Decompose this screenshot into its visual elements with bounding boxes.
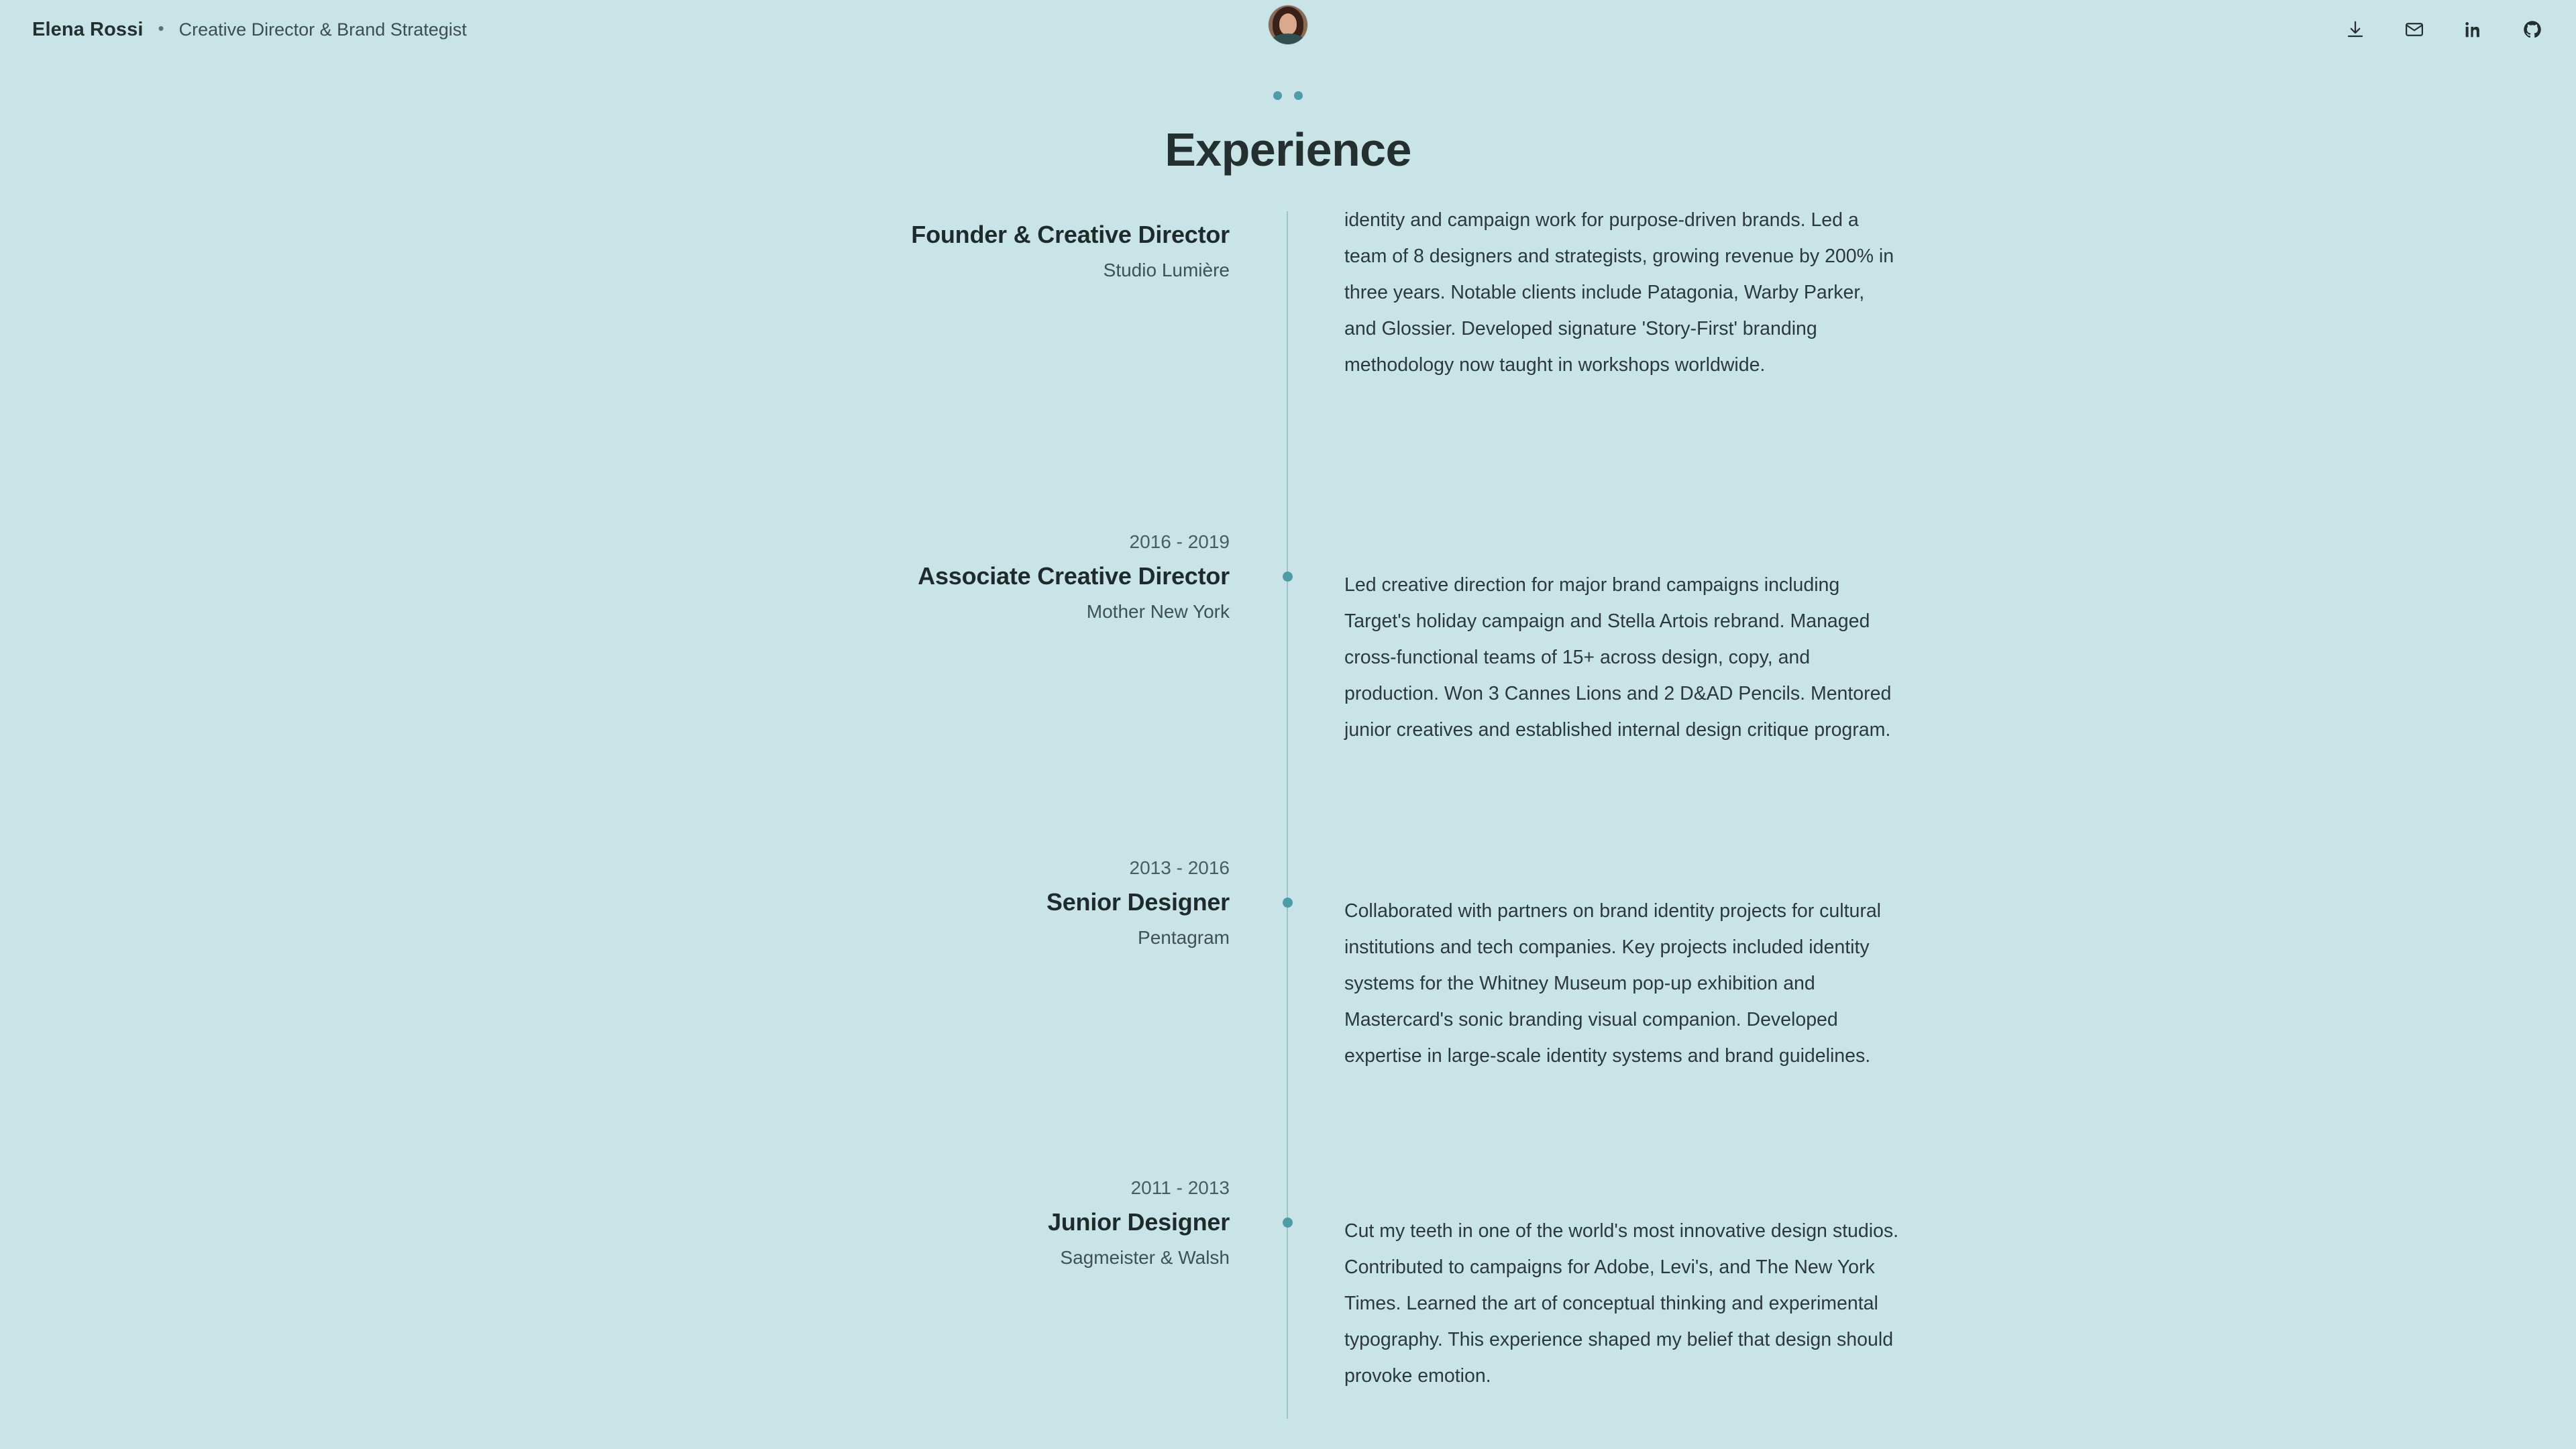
entry-meta [0, 531, 1230, 623]
entry-meta [0, 211, 1230, 281]
timeline-node [1283, 898, 1293, 908]
linkedin-icon[interactable] [2462, 18, 2485, 41]
dot-icon [1294, 91, 1303, 100]
entry-role: Junior Designer [1047, 1208, 1230, 1236]
entry-description: identity and campaign work for purpose-driven brands. Led a team of 8 designers and strategists, growing revenue by 200% in three years. Notable clients include Patagonia, Warby Parker, and Glossier. Developed signature 'Story-First' branding methodology now taught in workshops worldwide. [1344, 209, 1894, 376]
download-icon[interactable] [2344, 18, 2367, 41]
entry-role: Associate Creative Director [918, 562, 1230, 590]
github-icon[interactable] [2521, 18, 2544, 41]
entry-period: 2011 - 2013 [1130, 1177, 1230, 1198]
decorative-dots [0, 91, 2576, 100]
avatar [1269, 5, 1307, 44]
entry-meta [0, 857, 1230, 949]
avatar-face [1279, 13, 1297, 35]
entry-description: Cut my teeth in one of the world's most innovative design studios. Contributed to campaigns for Adobe, Levi's, and The New York Times. Learned the art of conceptual thinking and experimental typography. This experience shaped my belief that design should provoke emotion. [1344, 1220, 1899, 1387]
brand [32, 19, 467, 41]
dot-icon [1273, 91, 1282, 100]
top-bar-actions [2344, 18, 2544, 41]
entry-company: Mother New York [1086, 601, 1230, 622]
entry-company: Studio Lumière [1103, 260, 1230, 280]
experience-timeline [0, 211, 2576, 1385]
section-header [0, 91, 2576, 176]
timeline-node [1283, 1218, 1293, 1228]
top-bar [0, 0, 2576, 59]
avatar-image [1269, 5, 1307, 44]
entry-meta [0, 1177, 1230, 1269]
person-role: Creative Director & Brand Strategist [178, 19, 467, 40]
entry-description: Led creative direction for major brand campaigns including Target's holiday campaign and Stella Artois rebrand. Managed cross-functional teams of 15+ across design, copy, and production. Won 3 Cannes Lions and 2 D&AD Pencils. Mentored junior creatives and established internal design critique program. [1344, 574, 1892, 741]
timeline-node [1283, 572, 1293, 582]
entry-period: 2013 - 2016 [1129, 857, 1230, 878]
brand-separator: • [158, 17, 164, 38]
entry-company: Pentagram [1138, 927, 1230, 948]
entry-company: Sagmeister & Walsh [1060, 1247, 1230, 1268]
timeline-spine [1287, 211, 1288, 1419]
person-name: Elena Rossi [32, 18, 144, 40]
email-icon[interactable] [2403, 18, 2426, 41]
page-title: Experience [1165, 123, 1411, 176]
entry-role: Founder & Creative Director [911, 221, 1230, 248]
entry-period: 2016 - 2019 [1129, 531, 1230, 552]
entry-description: Collaborated with partners on brand identity projects for cultural institutions and tech companies. Key projects included identity systems for the Whitney Museum pop-up exhibition and Mastercard's sonic branding visual companion. Developed expertise in large-scale identity systems and brand guidelines. [1344, 900, 1882, 1067]
entry-role: Senior Designer [1046, 888, 1230, 916]
